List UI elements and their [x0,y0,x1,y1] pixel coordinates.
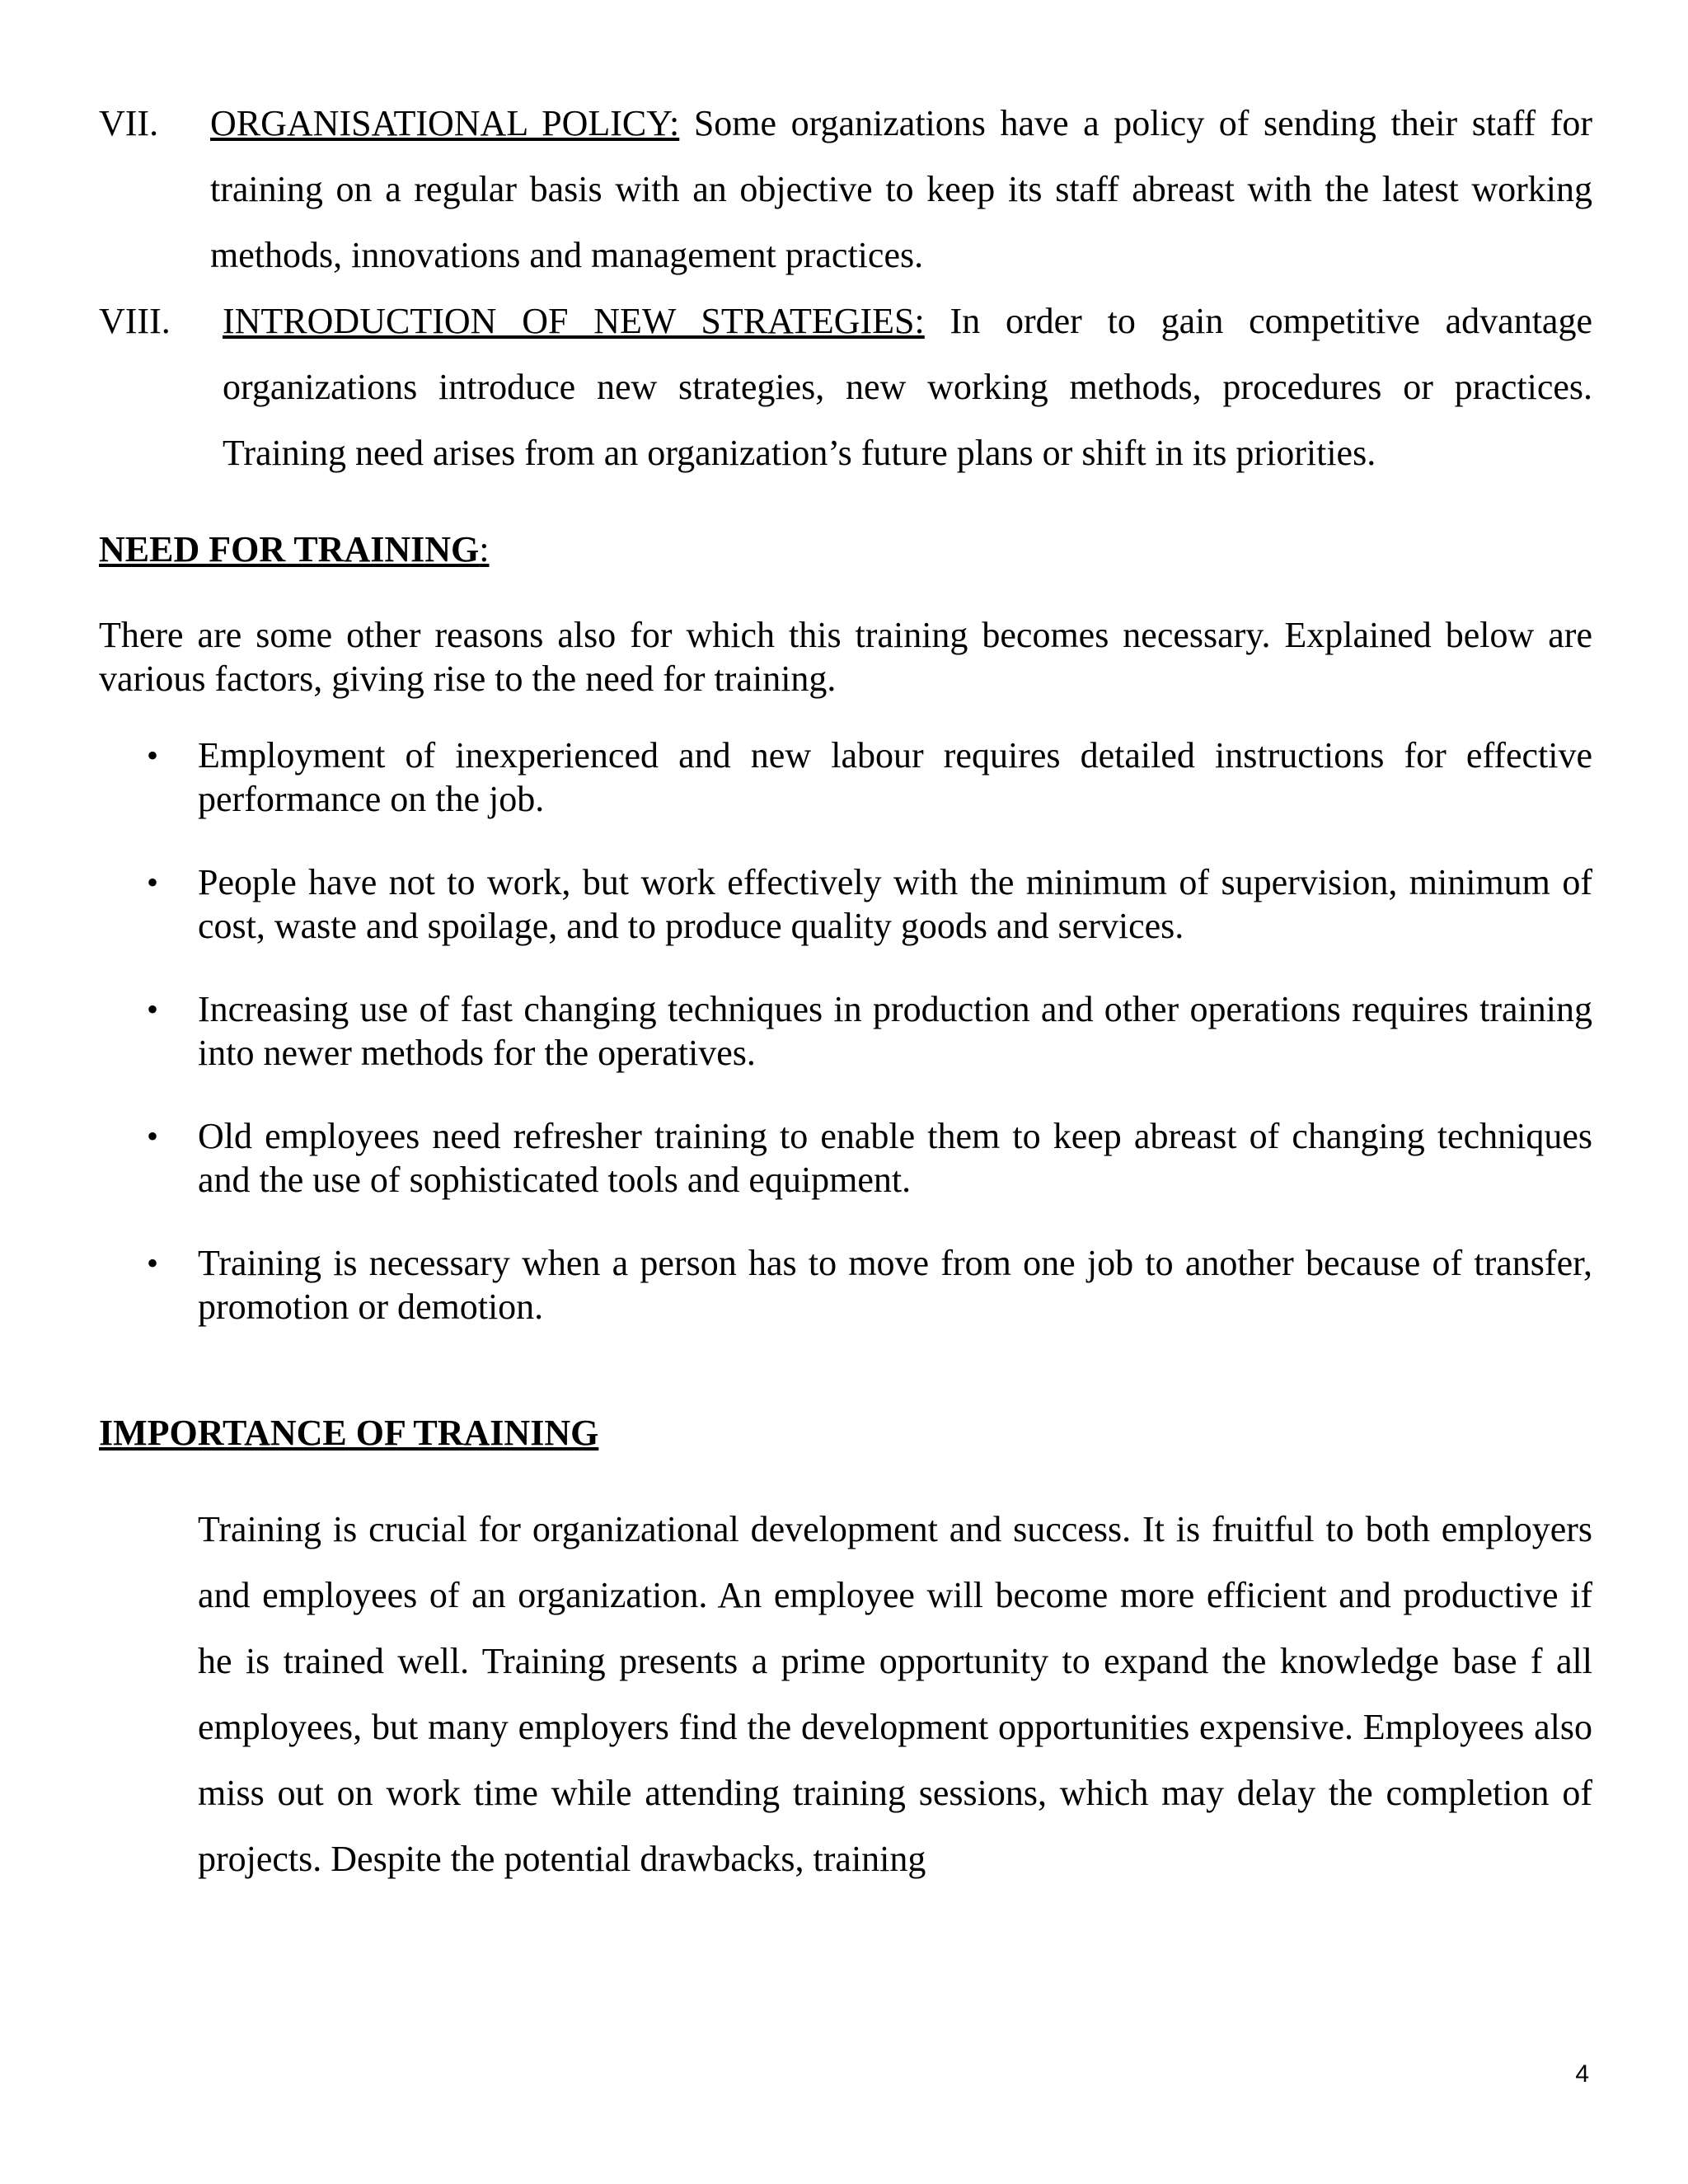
bullet-text: Old employees need refresher training to enable them to keep abreast of changing techniques and the use of sophisticated tools and equipment. [198,1116,1592,1200]
bullet-icon: • [147,737,159,774]
item-text: Some organizations have a policy of sending their staff for training on a regular basis with an objective to keep its staff abreast with the latest working methods, innovations and management practices. [210,103,1593,275]
list-item [147,733,1592,821]
document-page [99,91,1592,1892]
item-title: INTRODUCTION OF NEW STRATEGIES: [223,301,925,341]
list-item [147,1114,1592,1202]
heading-colon: : [479,529,490,569]
bullet-text: People have not to work, but work effectively with the minimum of supervision, minimum of cost, waste and spoilage, and to produce quality goods and services. [198,862,1592,946]
item-body [210,91,1592,288]
bullet-text: Employment of inexperienced and new labour requires detailed instructions for effective performance on the job. [198,735,1592,819]
list-item [147,860,1592,948]
need-for-training-heading [99,527,1592,572]
importance-paragraph: Training is crucial for organizational development and success. It is fruitful to both employers and employees of an organization. An employee will become more efficient and productive if he is trained well. Training presents a prime opportunity to expand the knowledge base f all employees, but many employers find the development opportunities expensive. Employees also miss out on work time while attending training sessions, which may delay the completion of projects. Despite the potential drawbacks, training [198,1509,1592,1879]
bullet-icon: • [147,1244,159,1282]
list-item [147,1241,1592,1329]
bullet-text: Training is necessary when a person has to move from one job to another because of transfer, promotion or demotion. [198,1243,1592,1327]
item-title: ORGANISATIONAL POLICY: [210,103,680,143]
item-numeral: VIII. [99,301,171,341]
item-numeral: VII. [99,103,159,143]
bullet-icon: • [147,991,159,1028]
item-text: In order to gain competitive advantage organizations introduce new strategies, new working methods, procedures or practices. Training need arises from an organization’s future plans or shift in its priorities. [223,301,1592,473]
bullet-text: Increasing use of fast changing techniques in production and other operations requires training into newer methods for the operatives. [198,989,1592,1073]
importance-heading: IMPORTANCE OF TRAINING [99,1413,599,1453]
bullet-icon: • [147,1118,159,1155]
page-number: 4 [1575,2060,1589,2088]
item-body [223,288,1592,486]
need-bullet-list [99,733,1592,1329]
numbered-item-vii [99,91,1592,288]
need-intro-paragraph: There are some other reasons also for which this training becomes necessary. Explained below are various factors, giving rise to the need for training. [99,615,1592,699]
heading-text: NEED FOR TRAINING [99,529,480,569]
numbered-item-viii [99,288,1592,486]
list-item [147,987,1592,1075]
bullet-icon: • [147,864,159,901]
